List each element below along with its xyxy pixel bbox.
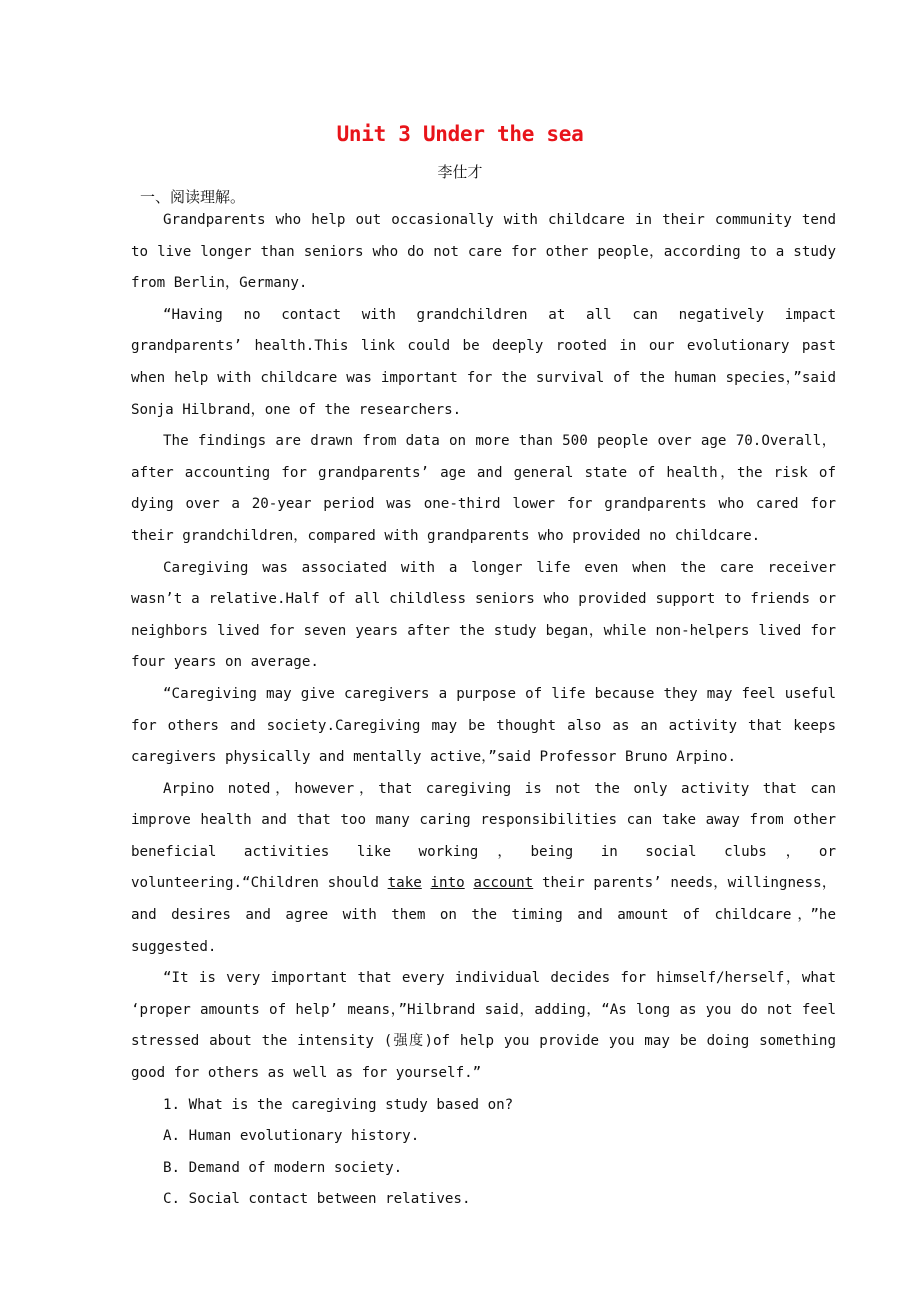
question-option-b: B. Demand of modern society. — [163, 1159, 403, 1176]
paragraph-6 — [131, 774, 836, 964]
paragraph-4: Caregiving was associated with a longer life even when the care receiver wasn’t a relative.Half of all childless seniors who provided support to friends or neighbors lived for seven years after the study began，while non-helpers lived for four years on average. — [131, 559, 836, 671]
author-name: 李仕才 — [437, 163, 483, 181]
underlined-word: account — [473, 875, 534, 892]
reading-passage — [131, 205, 836, 1216]
question-option-c: C. Social contact between relatives. — [163, 1191, 471, 1208]
paragraph-6-text-before: Arpino noted，however，that caregiving is not the only activity that can improve health and that too many caring responsibilities can take away from other beneficial activities like working，being in social clubs，or volunteering.“Children should — [131, 780, 836, 892]
underlined-word: into — [430, 875, 465, 892]
paragraph-7: “It is very important that every individual decides for himself/herself，what ‘proper amounts of help’ means，”Hilbrand said，adding，“As long as you do not feel stressed about the intensity (强度)of help you provide you may be doing something good for others as well as for yourself.” — [131, 970, 836, 1082]
paragraph-1: Grandparents who help out occasionally with childcare in their community tend to live longer than seniors who do not care for other people，according to a study from Berlin，Germany. — [131, 212, 836, 292]
paragraph-3: The findings are drawn from data on more than 500 people over age 70.Overall，after accounting for grandparents’ age and general state of health，the risk of dying over a 20-year period was one-third lower for grandparents who cared for their grandchildren，compared with grandparents who provided no childcare. — [131, 433, 836, 544]
paragraph-2: “Having no contact with grandchildren at all can negatively impact grandparents’ health.This link could be deeply rooted in our evolutionary past when help with childcare was important for the survival of the human species，”said Sonja Hilbrand，one of the researchers. — [131, 306, 836, 418]
underlined-word: take — [387, 875, 422, 892]
question-stem: 1. What is the caregiving study based on? — [163, 1096, 514, 1113]
document-title: Unit 3 Under the sea — [336, 122, 584, 146]
paragraph-6-text-after: their parents’ needs，willingness，and desires and agree with them on the timing and amount of childcare，”he suggested. — [131, 875, 837, 955]
paragraph-5: “Caregiving may give caregivers a purpose of life because they may feel useful for others and society.Caregiving may be thought also as an activity that keeps caregivers physically and mentally active，”said Professor Bruno Arpino. — [131, 685, 836, 766]
question-option-a: A. Human evolutionary history. — [163, 1128, 420, 1145]
section-heading: 一、阅读理解。 — [140, 188, 246, 206]
